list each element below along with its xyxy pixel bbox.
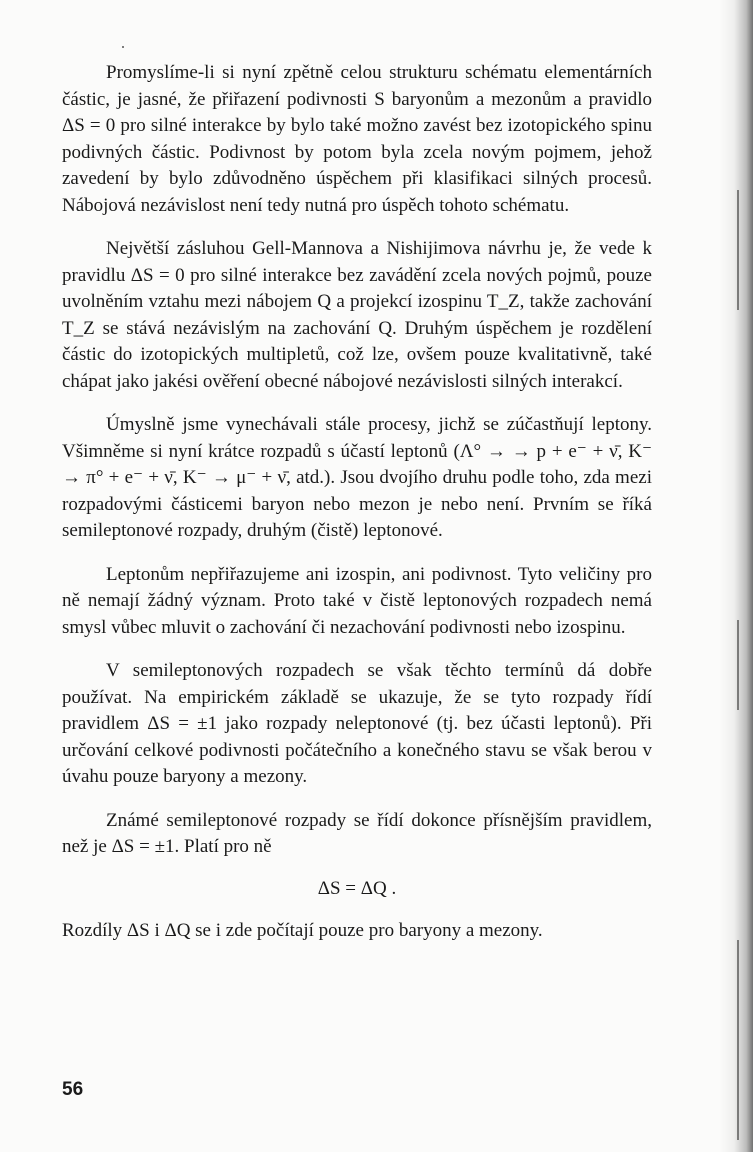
speck-mark — [122, 46, 124, 48]
paragraph-4: Leptonům nepřiřazujeme ani izospin, ani podivnost. Tyto veličiny pro ně nemají žádný význam. Proto také v čistě leptonových rozpadech nemá smysl vůbec mluvit o zachování či nezachování podivnosti nebo izospinu. — [62, 563, 652, 638]
page-number: 56 — [62, 1079, 84, 1100]
paragraph-1: Promyslíme-li si nyní zpětně celou strukturu schématu elementárních částic, je jasné, že přiřazení podivnosti S baryonům a mezonům a pravidlo ΔS = 0 pro silné interakce by bylo také možno zavést bez izotopického spinu podivných částic. Podivnost by potom byla zcela novým pojmem, jehož zavedení by bylo zdůvodněno úspěchem při klasifikaci silných procesů. Nábojová nezávislost není tedy nutná pro úspěch tohoto schématu. — [62, 62, 652, 216]
equation-delta-s-delta-q: ΔS = ΔQ . — [317, 877, 397, 899]
spine-crease-3 — [737, 940, 739, 1140]
paragraph-3: Úmyslně jsme vynechávali stále procesy, jichž se zúčastňují leptony. Všimněme si nyní krátce rozpadů s účastí leptonů (Λ° → → p + e⁻ + ν̄, K⁻ → π° + e⁻ + ν̄, K⁻ → μ⁻ + ν̄, atd.). Jsou dvojího druhu podle toho, zda mezi rozpadovými částicemi baryon nebo mezon je nebo není. Prvním se říká semileptonové rozpady, druhým (čistě) leptonové. — [62, 414, 652, 541]
final-paragraph: Rozdíly ΔS i ΔQ se i zde počítají pouze pro baryony a mezony. — [62, 920, 543, 941]
spine-crease-1 — [737, 190, 739, 310]
spine-crease-2 — [737, 620, 739, 710]
book-spine-shadow — [719, 0, 753, 1152]
page-body — [62, 60, 652, 962]
paragraph-6: Známé semileptonové rozpady se řídí dokonce přísnějším pravidlem, než je ΔS = ±1. Platí pro ně — [62, 809, 652, 857]
paragraph-5: V semileptonových rozpadech se však těchto termínů dá dobře používat. Na empirickém základě se ukazuje, že se tyto rozpady řídí pravidlem ΔS = ±1 jako rozpady neleptonové (tj. bez účasti leptonů). Při určování celkové podivnosti počátečního a konečného stavu se však berou v úvahu pouze baryony a mezony. — [62, 660, 652, 787]
paragraph-2: Největší zásluhou Gell-Mannova a Nishijimova návrhu je, že vede k pravidlu ΔS = 0 pro silné interakce bez zavádění zcela nových pojmů, pouze uvolněním vztahu mezi nábojem Q a projekcí izospinu T_Z, takže zachování T_Z se stává nezávislým na zachování Q. Druhým úspěchem je rozdělení částic do izotopických multipletů, což lze, ovšem pouze kvalitativně, také chápat jako jakési ověření obecné nábojové nezávislosti silných interakcí. — [62, 238, 652, 392]
